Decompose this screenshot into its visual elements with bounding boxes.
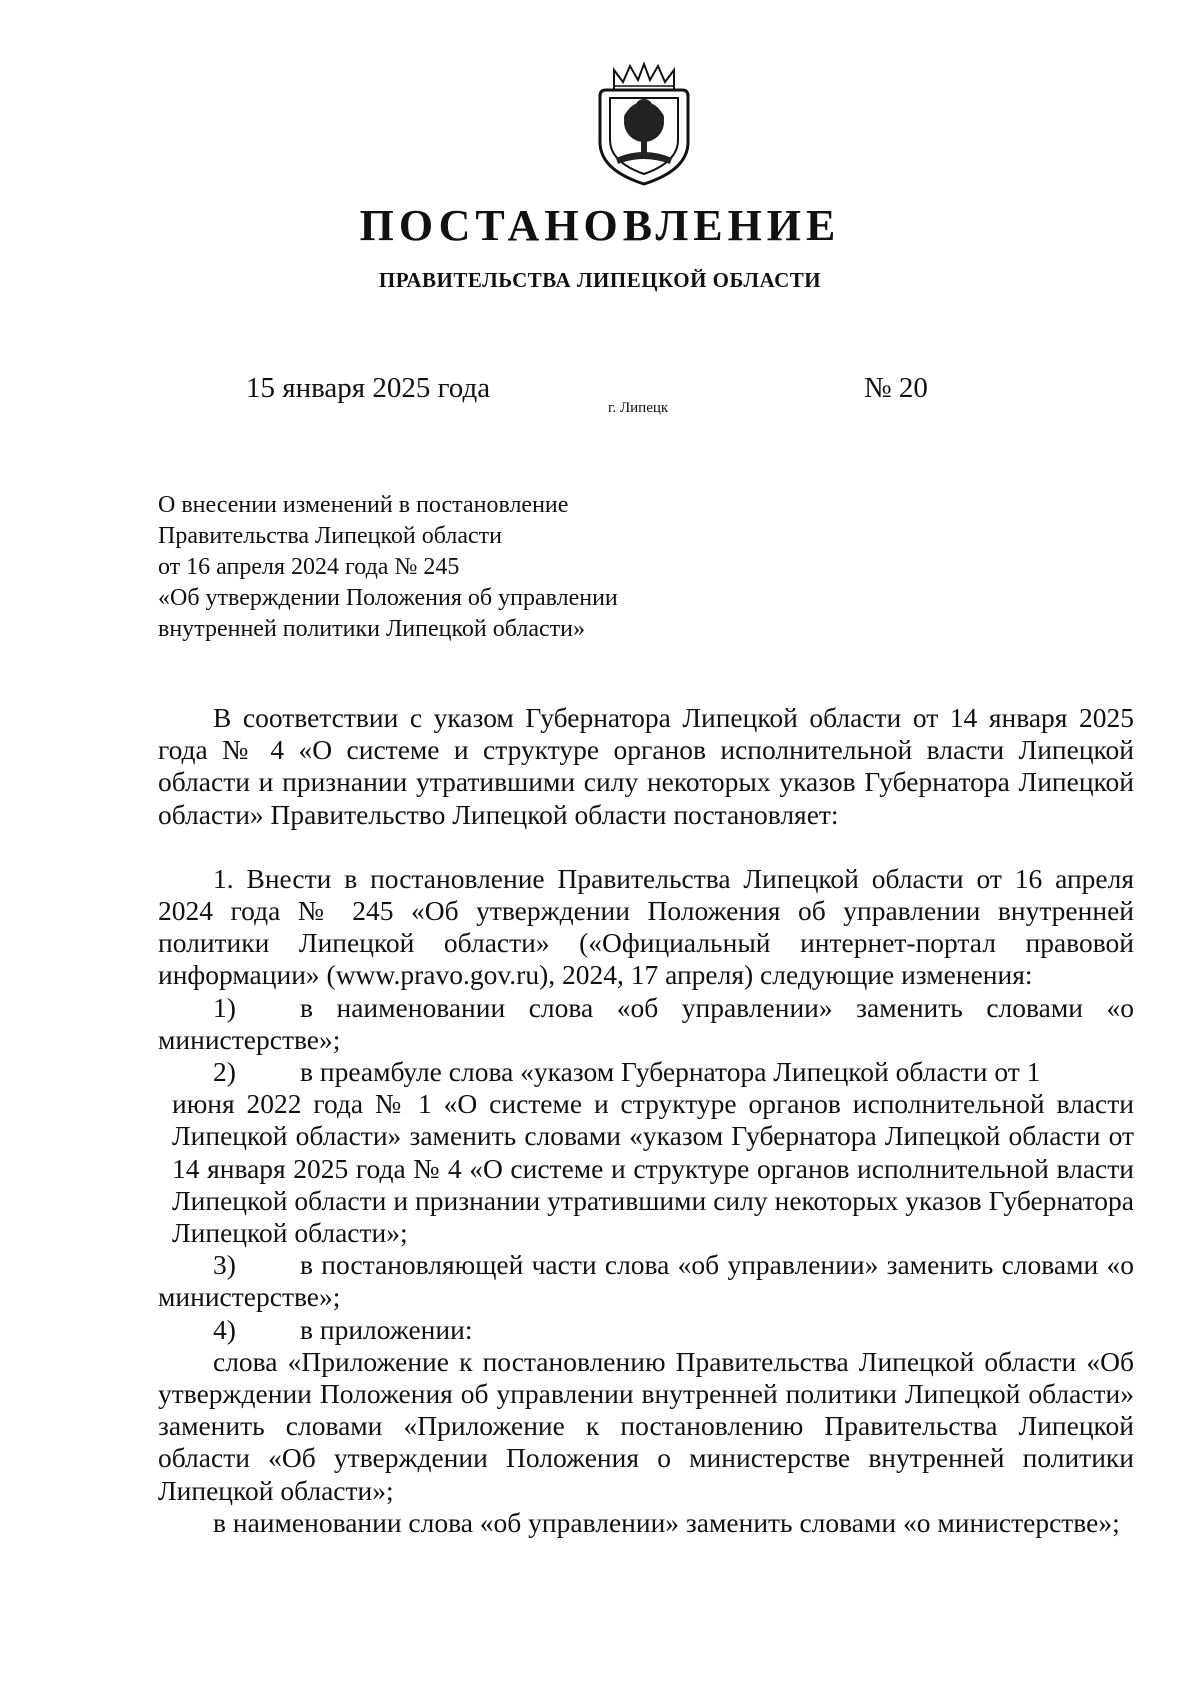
subitem-2 [158, 1056, 1134, 1249]
annex-name-paragraph: в наименовании слова «об управлении» заменить словами «о министерстве»; [213, 1506, 1120, 1538]
subject-line: Правительства Липецкой области [158, 523, 503, 549]
subitem-marker: 2) [213, 1056, 236, 1088]
subject-line: О внесении изменений в постановление [158, 492, 569, 518]
document-number: № 20 [864, 372, 928, 404]
subitem-1 [158, 992, 1134, 1056]
coat-of-arms-emblem [592, 62, 696, 186]
document-subject [158, 490, 758, 645]
subitem-text: в постановляющей части слова «об управлении» заменить словами «о министерстве»; [158, 1249, 1134, 1313]
annex-paragraph: слова «Приложение к постановлению Правительства Липецкой области «Об утверждении Положения об управлении внутренней политики Липецкой области» заменить словами «Приложение к постановлению Правительства Липецкой области «Об утверждении Положения о министерстве внутренней политики Липецкой области»; [158, 1345, 1134, 1506]
subitem-3 [158, 1249, 1134, 1313]
preamble-paragraph: В соответствии с указом Губернатора Липецкой области от 14 января 2025 года № 4 «О системе и структуре органов исполнительной власти Липецкой области и признании утратившими силу некоторых указов Губернатора Липецкой области» Правительство Липецкой области постановляет: [158, 702, 1134, 830]
document-body [158, 702, 1134, 1539]
issuing-authority: ПРАВИТЕЛЬСТВА ЛИПЕЦКОЙ ОБЛАСТИ [378, 268, 822, 292]
document-city: г. Липецк [608, 400, 669, 416]
subitem-4 [158, 1314, 1134, 1346]
subitem-text: в приложении: [300, 1313, 473, 1345]
item-1-paragraph: 1. Внести в постановление Правительства Липецкой области от 16 апреля 2024 года № 245 «Об утверждении Положения об управлении внутренней политики Липецкой области» («Официальный интернет-портал правовой информации» (www.pravo.gov.ru), 2024, 17 апреля) следующие изменения: [158, 862, 1134, 991]
document-date: 15 января 2025 года [246, 372, 491, 404]
document-title: ПОСТАНОВЛЕНИЕ [359, 201, 841, 250]
subject-line: «Об утверждении Положения об управлении [158, 585, 618, 611]
subitem-marker: 1) [213, 991, 236, 1023]
subitem-marker: 3) [213, 1249, 236, 1281]
subitem-text-first: в преамбуле слова «указом Губернатора Липецкой области от 1 [300, 1056, 1041, 1088]
subject-line: от 16 апреля 2024 года № 245 [158, 554, 460, 580]
subitem-text-rest: июня 2022 года № 1 «О системе и структуре органов исполнительной власти Липецкой области» заменить словами «указом Губернатора Липецкой области от 14 января 2025 года № 4 «О системе и структуре органов исполнительной власти Липецкой области и признании утратившими силу некоторых указов Губернатора Липецкой области»; [172, 1088, 1134, 1249]
subitem-text: в наименовании слова «об управлении» заменить словами «о министерстве»; [158, 991, 1134, 1055]
subitem-marker: 4) [213, 1313, 236, 1345]
subject-line: внутренней политики Липецкой области» [158, 616, 585, 642]
